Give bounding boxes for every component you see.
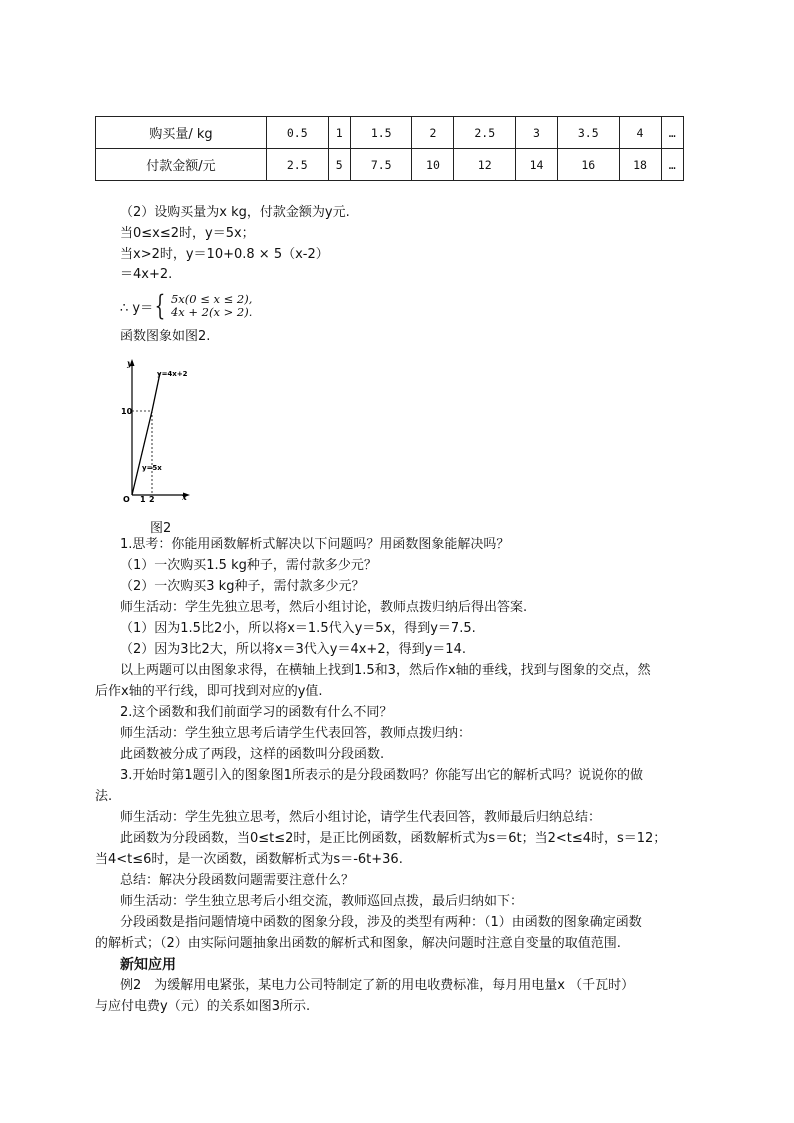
table-cell: 1.5 — [350, 117, 412, 149]
text-line: 1.思考：你能用函数解析式解决以下问题吗？用函数图象能解决吗？ — [120, 537, 510, 552]
text-line: （1）一次购买1.5 kg种子，需付款多少元？ — [120, 558, 377, 573]
text-line: 此函数为分段函数，当0≤t≤2时，是正比例函数，函数解析式为s＝6t；当2<t≤4时，s＝12； — [120, 831, 667, 846]
table-cell: 2 — [412, 117, 454, 149]
text-line: 师生活动：学生先独立思考，然后小组讨论，教师点拨归纳后得出答案. — [120, 600, 528, 615]
table-cell: 16 — [557, 149, 619, 181]
table-cell: 2.5 — [267, 149, 329, 181]
table-cell: … — [661, 117, 684, 149]
row-header-quantity: 购买量/ kg — [96, 117, 267, 149]
origin-label: O — [123, 495, 130, 504]
table-cell: 10 — [412, 149, 454, 181]
solution-line: ＝4x+2. — [120, 267, 173, 282]
function-graph — [118, 355, 198, 515]
text-line: 师生活动：学生独立思考后请学生代表回答，教师点拨归纳： — [120, 726, 472, 741]
text-line: 当4<t≤6时，是一次函数，函数解析式为s＝-6t+36. — [95, 852, 403, 867]
text-line: 3.开始时第1题引入的图象图1所表示的是分段函数吗？你能写出它的解析式吗？说说你的做 — [120, 768, 643, 783]
table-cell: 0.5 — [267, 117, 329, 149]
table-row — [96, 117, 684, 149]
solution-line: （2）设购买量为x kg，付款金额为y元. — [120, 205, 350, 220]
text-line: 此函数被分成了两段，这样的函数叫分段函数. — [120, 747, 385, 762]
formula-cases — [171, 293, 252, 319]
line-label-upper: y=4x+2 — [157, 370, 188, 378]
text-line: 后作x轴的平行线，即可找到对应的y值. — [95, 684, 323, 699]
table-cell: 1 — [328, 117, 350, 149]
solution-line: 函数图象如图2. — [120, 329, 211, 344]
text-line: 与应付电费y（元）的关系如图3所示. — [95, 999, 311, 1014]
therefore-label: ∴ y＝ — [120, 300, 154, 316]
piecewise-formula — [120, 290, 252, 322]
text-line: （2）因为3比2大，所以将x＝3代入y＝4x+2，得到y＝14. — [120, 642, 466, 657]
text-line: 的解析式；（2）由实际问题抽象出函数的解析式和图象，解决问题时注意自变量的取值范围. — [95, 936, 621, 951]
x-tick-label: 1 — [140, 495, 146, 504]
text-line: （1）因为1.5比2小，所以将x＝1.5代入y＝5x，得到y＝7.5. — [120, 621, 476, 636]
text-line: 总结：解决分段函数问题需要注意什么？ — [120, 873, 355, 888]
y-axis-label: y — [127, 358, 132, 368]
text-line: 师生活动：学生独立思考后小组交流，教师巡回点拨，最后归纳如下： — [120, 894, 524, 909]
text-line: 以上两题可以由图象求得，在横轴上找到1.5和3，然后作x轴的垂线，找到与图象的交点，然 — [120, 663, 651, 678]
table-cell: 7.5 — [350, 149, 412, 181]
text-line: 法. — [95, 789, 113, 804]
x-tick-label: 2 — [149, 495, 155, 504]
table-cell: 12 — [454, 149, 516, 181]
section-heading: 新知应用 — [120, 957, 176, 973]
table-cell: 5 — [328, 149, 350, 181]
text-line: 分段函数是指问题情境中函数的图象分段，涉及的类型有两种：（1）由函数的图象确定函数 — [120, 915, 642, 930]
solution-line: 当0≤x≤2时，y＝5x； — [120, 226, 255, 241]
text-line: 2.这个函数和我们前面学习的函数有什么不同？ — [120, 705, 393, 720]
text-line: 师生活动：学生先独立思考，然后小组讨论，请学生代表回答，教师最后归纳总结： — [120, 810, 602, 825]
table-cell: 18 — [619, 149, 661, 181]
row-header-payment: 付款金额/元 — [96, 149, 267, 181]
formula-case-2: 4x + 2(x > 2). — [170, 305, 253, 319]
price-table — [95, 116, 684, 181]
solution-line: 当x>2时，y＝10+0.8 × 5（x-2） — [120, 247, 329, 262]
table-cell: 2.5 — [454, 117, 516, 149]
segment-y-5x — [132, 411, 152, 495]
table-cell: 14 — [516, 149, 558, 181]
table-row — [96, 149, 684, 181]
figure-caption: 图2 — [150, 521, 172, 536]
segment-y-4x-plus-2 — [152, 373, 160, 411]
brace-symbol: { — [154, 289, 166, 322]
table-cell: 3.5 — [557, 117, 619, 149]
table-cell: 4 — [619, 117, 661, 149]
x-axis-label: x — [182, 492, 187, 502]
line-label-lower: y=5x — [142, 464, 162, 472]
table-cell: 3 — [516, 117, 558, 149]
table-cell: … — [661, 149, 684, 181]
text-line: 例2 为缓解用电紧张，某电力公司特制定了新的用电收费标准，每月用电量x （千瓦时） — [120, 978, 635, 993]
formula-case-1: 5x(0 ≤ x ≤ 2), — [170, 292, 253, 306]
text-line: （2）一次购买3 kg种子，需付款多少元？ — [120, 579, 365, 594]
y-tick-label: 10 — [121, 407, 133, 416]
